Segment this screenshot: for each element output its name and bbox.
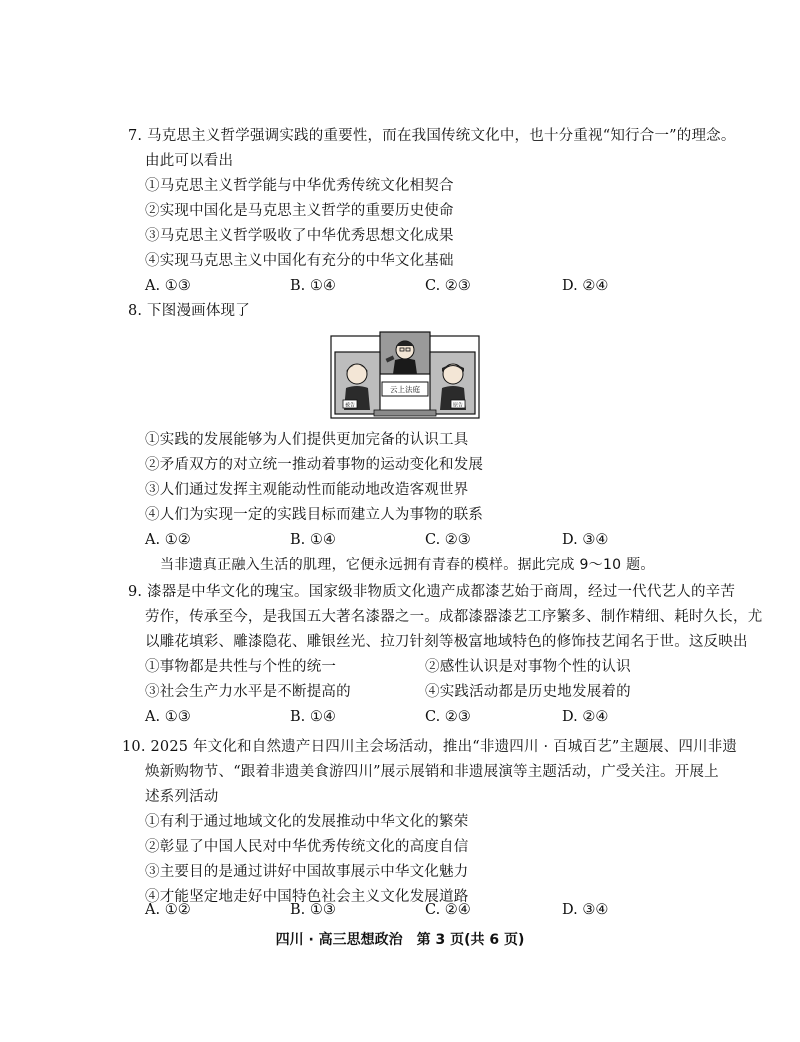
- q8-option-1: ①实践的发展能够为人们提供更加完备的认识工具: [145, 432, 469, 448]
- q7-option-1: ①马克思主义哲学能与中华优秀传统文化相契合: [145, 178, 454, 194]
- q7-choice-d: D. ②④: [562, 278, 609, 294]
- q7-option-4: ④实现马克思主义中国化有充分的中华文化基础: [145, 253, 454, 269]
- q10-choice-d: D. ③④: [562, 902, 609, 918]
- q10-choice-a: A. ①②: [145, 902, 191, 918]
- q8-option-3: ③人们通过发挥主观能动性而能动地改造客观世界: [145, 482, 469, 498]
- q10-stem-line1: 10. 2025 年文化和自然遗产日四川主会场活动，推出“非遗四川 · 百城百艺”主题展、四川非遗: [122, 739, 738, 755]
- cartoon-left-tag: 被告: [344, 402, 356, 409]
- q8-option-4: ④人们为实现一定的实践目标而建立人为事物的联系: [145, 507, 484, 523]
- q9-choice-b: B. ①④: [290, 709, 336, 725]
- q9-option-4: ④实践活动都是历史地发展着的: [425, 684, 631, 700]
- q8-choice-a: A. ①②: [145, 532, 191, 548]
- q9-option-3: ③社会生产力水平是不断提高的: [145, 684, 351, 700]
- q9-stem-line3: 以雕花填彩、雕漆隐花、雕银丝光、拉刀针刻等极富地域特色的修饰技艺闻名于世。这反映出: [145, 634, 748, 650]
- q10-choice-c: C. ②④: [425, 902, 471, 918]
- q9-option-1: ①事物都是共性与个性的统一: [145, 659, 337, 675]
- cartoon-sign-text: 云上法庭: [390, 385, 420, 394]
- q9-stem-line2: 劳作，传承至今，是我国五大著名漆器之一。成都漆器漆艺工序繁多、制作精细、耗时久长，尤: [145, 609, 763, 625]
- q9-choice-c: C. ②③: [425, 709, 471, 725]
- q8-choice-b: B. ①④: [290, 532, 336, 548]
- q9-option-2: ②感性认识是对事物个性的认识: [425, 659, 631, 675]
- q7-stem-line2: 由此可以看出: [145, 153, 234, 169]
- q7-option-3: ③马克思主义哲学吸收了中华优秀思想文化成果: [145, 228, 454, 244]
- q7-choice-b: B. ①④: [290, 278, 336, 294]
- page-footer: 四川 · 高三思想政治 第 3 页(共 6 页): [275, 932, 525, 948]
- q7-choice-a: A. ①③: [145, 278, 191, 294]
- q10-option-1: ①有利于通过地域文化的发展推动中华文化的繁荣: [145, 814, 469, 830]
- q7-stem-line1: 7. 马克思主义哲学强调实践的重要性，而在我国传统文化中，也十分重视“知行合一”的理念。: [128, 128, 736, 144]
- q9-stem-line1: 9. 漆器是中华文化的瑰宝。国家级非物质文化遗产成都漆艺始于商周，经过一代代艺人的辛苦: [128, 584, 736, 600]
- q8-stem: 8. 下图漫画体现了: [128, 303, 250, 319]
- q8-choice-d: D. ③④: [562, 532, 609, 548]
- q10-stem-line2: 焕新购物节、“跟着非遗美食游四川”展示展销和非遗展演等主题活动，广受关注。开展上: [145, 764, 719, 780]
- q8-choice-c: C. ②③: [425, 532, 471, 548]
- q10-choice-b: B. ①③: [290, 902, 336, 918]
- q10-option-4: ④才能坚定地走好中国特色社会主义文化发展道路: [145, 889, 469, 905]
- q7-option-2: ②实现中国化是马克思主义哲学的重要历史使命: [145, 203, 454, 219]
- q10-stem-line3: 述系列活动: [145, 789, 219, 805]
- q7-choice-c: C. ②③: [425, 278, 471, 294]
- q9-choice-a: A. ①③: [145, 709, 191, 725]
- court-cartoon-image: [330, 330, 480, 420]
- q8-option-2: ②矛盾双方的对立统一推动着事物的运动变化和发展: [145, 457, 484, 473]
- q9-choice-d: D. ②④: [562, 709, 609, 725]
- q10-option-2: ②彰显了中国人民对中华优秀传统文化的高度自信: [145, 839, 469, 855]
- q9-10-lead-in: 当非遗真正融入生活的肌理，它便永远拥有青春的模样。据此完成 9～10 题。: [160, 557, 655, 573]
- cartoon-right-tag: 原告: [452, 402, 464, 409]
- q10-option-3: ③主要目的是通过讲好中国故事展示中华文化魅力: [145, 864, 469, 880]
